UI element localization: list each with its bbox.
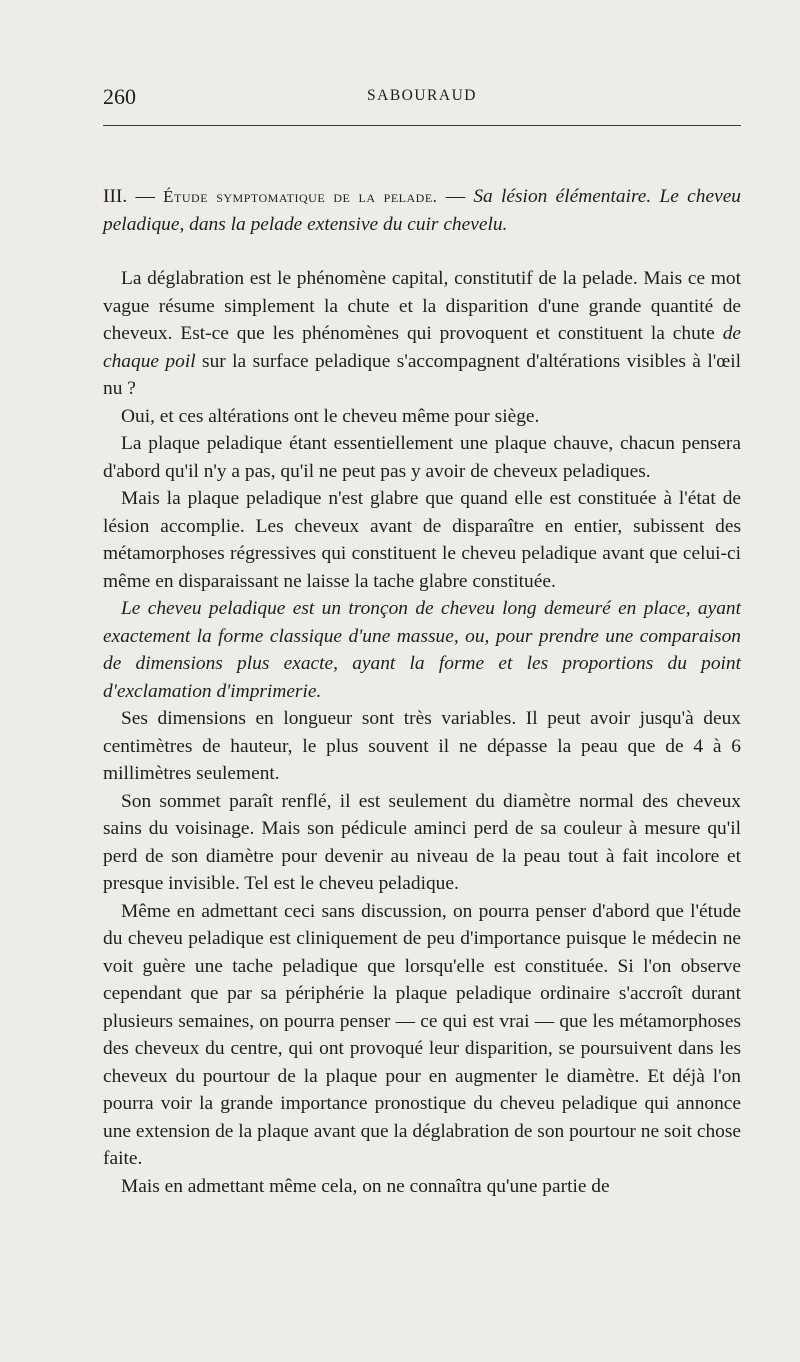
paragraph: Son sommet paraît renflé, il est seulement du diamètre normal des cheveux sains du voisinage. Mais son pédicule aminci perd de sa couleur à mesure qu'il perd de son diamètre pour devenir au niveau de la peau tout à fait incolore et presque invisible. Tel est le cheveu peladique.	[103, 790, 741, 894]
paragraph: Oui, et ces altérations ont le cheveu même pour siège.	[121, 405, 540, 427]
paragraph: Même en admettant ceci sans discussion, on pourra penser d'abord que l'étude du cheveu peladique est cliniquement de peu d'importance puisque le médecin ne voit guère une tache peladique que lorsqu'elle est constituée. Si l'on observe cependant que par sa périphérie la plaque peladique ordinaire s'accroît durant plusieurs semaines, on pourra penser — ce qui est vrai — que les métamorphoses des cheveux du centre, qui ont provoqué leur disparition, se poursuivent dans les cheveux du pourtour de la plaque pour en augmenter le diamètre. Et déjà l'on pourra voir la grande importance pronostique du cheveu peladique qui annonce une extension de la plaque avant que la déglabration de son pourtour ne soit chose faite.	[103, 900, 741, 1169]
section-number: III.	[103, 186, 128, 207]
paragraph: Mais la plaque peladique n'est glabre que quand elle est constituée à l'état de lésion accomplie. Les cheveux avant de disparaître en entier, subissent des métamorphoses régressives qui constituent le cheveu peladique avant que celui-ci même en disparaissant ne laisse la tache glabre constituée.	[103, 488, 741, 592]
section-heading: III. — Étude symptomatique de la pelade. — Sa lésion élémentaire. Le cheveu peladique, dans la pelade extensive du cuir chevelu.	[103, 186, 741, 235]
page-number: 260	[103, 84, 136, 109]
body-text	[103, 183, 741, 1200]
paragraph-definition: Le cheveu peladique est un tronçon de cheveu long demeuré en place, ayant exactement la forme classique d'une massue, ou, pour prendre une comparaison de dimensions plus exacte, ayant la forme et les proportions du point d'exclamation d'imprimerie.	[103, 598, 741, 702]
paragraph: Mais en admettant même cela, on ne connaîtra qu'une partie de	[121, 1175, 610, 1197]
section-subtitle: Sa lésion élémentaire. Le cheveu peladique, dans la pelade extensive du cuir chevelu.	[103, 186, 741, 235]
paragraph: Ses dimensions en longueur sont très variables. Il peut avoir jusqu'à deux centimètres de hauteur, le plus souvent il ne dépasse la peau que de 4 à 6 millimètres seulement.	[103, 708, 741, 784]
section-title: Étude symptomatique de la pelade.	[163, 187, 438, 206]
running-head: SABOURAUD	[367, 87, 477, 104]
header-rule	[103, 125, 741, 126]
page-header	[103, 84, 741, 114]
paragraph: La plaque peladique étant essentiellement une plaque chauve, chacun pensera d'abord qu'il n'y a pas, qu'il ne peut pas y avoir de cheveux peladiques.	[103, 433, 741, 482]
paragraph: La déglabration est le phénomène capital, constitutif de la pelade. Mais ce mot vague résume simplement la chute et la disparition d'une grande quantité de cheveux. Est-ce que les phénomènes qui provoquent et constituent la chute de chaque poil sur la surface peladique s'accompagnent d'altérations visibles à l'œil nu ?	[103, 268, 741, 399]
